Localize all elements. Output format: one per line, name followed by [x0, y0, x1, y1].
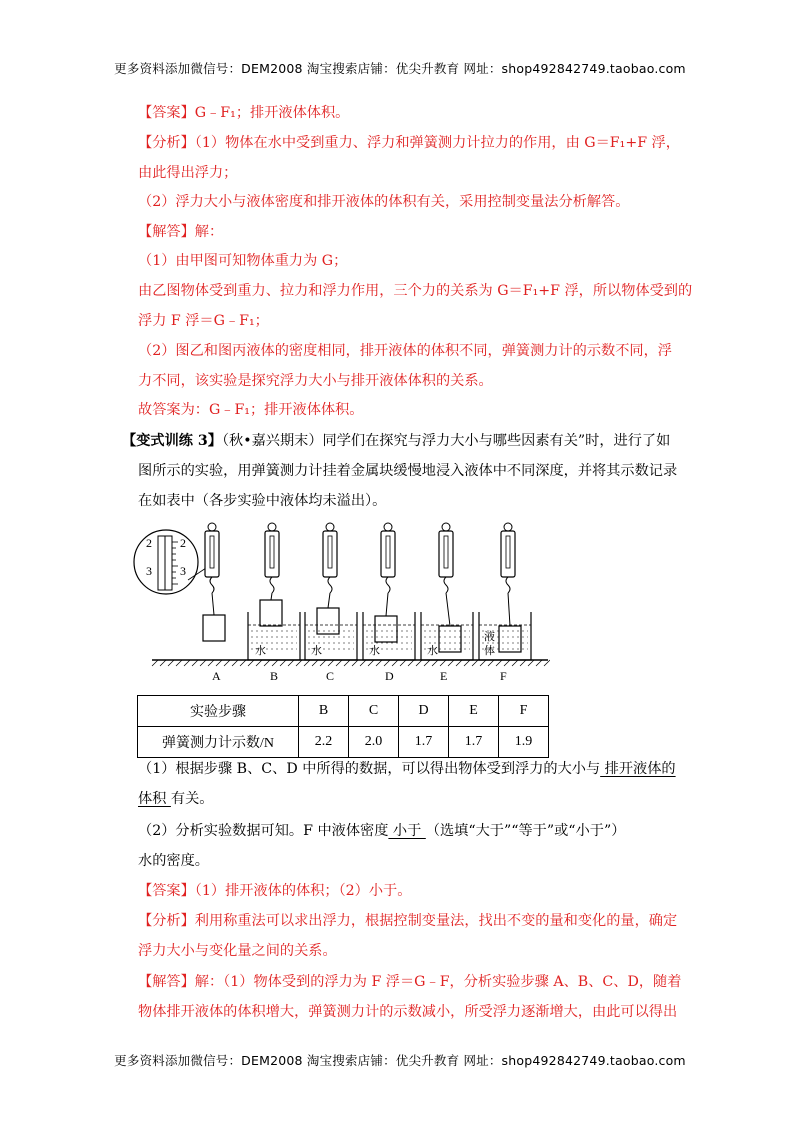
table-header-d: D [399, 696, 449, 727]
water-label-b: 水 [255, 644, 266, 657]
scale-label-3-right: 3 [180, 564, 186, 578]
liquid-label-2: 体 [484, 644, 495, 657]
solution-line-3: 浮力 F 浮＝G﹣F₁； [138, 313, 269, 329]
part-1-text-b: 有关。 [170, 791, 214, 807]
magnifier-circle [134, 530, 198, 594]
question-line-3: 在如表中（各步实验中液体均未溢出）。 [138, 493, 387, 509]
question-line-2: 图所示的实验，用弹簧测力计挂着金属块缓慢地浸入液体中不同深度，并将其示数记录 [138, 463, 678, 479]
answer-tag: 【答案】 [138, 105, 195, 121]
liquid-label-1: 液 [484, 630, 495, 643]
table-row-header [138, 696, 549, 727]
spring-scale-b [260, 523, 282, 626]
part-2-text-a: （2）分析实验数据可知。F 中液体密度 [138, 823, 389, 839]
part-1-line-1 [138, 759, 678, 779]
table-value-e: 1.7 [449, 727, 499, 758]
solution-line-head [138, 222, 678, 242]
solution-line-5: 力不同，该实验是探究浮力大小与排开液体体积的关系。 [138, 373, 493, 389]
solution-tag: 【解答】 [138, 224, 195, 240]
scale-label-2-right: 2 [180, 536, 186, 550]
step-label-c: C [326, 669, 335, 683]
solution-head: 解： [194, 224, 224, 240]
q3-solution-line-1 [138, 972, 682, 992]
q3-answer-line [138, 881, 678, 901]
spring-scale-e [439, 523, 461, 652]
solution-line-6: 故答案为：G﹣F₁；排开液体体积。 [138, 402, 364, 418]
table-value-b: 2.2 [299, 727, 349, 758]
table-row-values [138, 727, 549, 758]
table-header-c: C [349, 696, 399, 727]
step-label-e: E [440, 669, 448, 683]
part-1-text-a: （1）根据步骤 B、C、D 中所得的数据，可以得出物体受到浮力的大小与 [138, 761, 601, 777]
water-label-c: 水 [311, 644, 322, 657]
table-header-label: 实验步骤 [138, 696, 299, 727]
q3-analysis-line-2: 浮力大小与变化量之间的关系。 [138, 943, 337, 959]
part-1-line-2 [138, 789, 678, 809]
spring-scale-c [317, 523, 339, 634]
part-1-blank-a: 排开液体的 [600, 761, 676, 777]
question-text-1: （秋•嘉兴期末）同学们在探究与浮力大小与哪些因素有关”时，进行了如 [221, 433, 671, 449]
solution-line-2: 由乙图物体受到重力、拉力和浮力作用，三个力的关系为 G＝F₁+F 浮，所以物体受到的 [138, 283, 693, 299]
metal-block-a [203, 615, 225, 641]
solution-line-1: （1）由甲图可知物体重力为 G； [138, 253, 348, 269]
scale-label-3-left: 3 [146, 564, 152, 578]
analysis-line-2: 由此得出浮力； [138, 165, 238, 181]
table-value-d: 1.7 [399, 727, 449, 758]
metal-block-b [260, 600, 282, 626]
solution-line-4: （2）图乙和图丙液体的密度相同，排开液体的体积不同，弹簧测力计的示数不同，浮 [138, 343, 672, 359]
table-row-label: 弹簧测力计示数/N [138, 727, 299, 758]
q3-answer-text: （1）排开液体的体积；（2）小于。 [194, 883, 412, 899]
spring-scale-d [375, 523, 397, 642]
metal-block-f [499, 626, 521, 652]
table-value-f: 1.9 [499, 727, 549, 758]
part-2-line-1 [138, 821, 678, 841]
part-2-line-2: 水的密度。 [138, 853, 209, 869]
question-line-1 [122, 431, 671, 451]
table-header-f: F [499, 696, 549, 727]
q3-analysis-text-1: 利用称重法可以求出浮力，根据控制变量法，找出不变的量和变化的量，确定 [194, 913, 678, 929]
part-2-blank: 小于 [388, 823, 426, 839]
question-tag: 【变式训练 3】 [122, 433, 222, 449]
analysis-line-1 [138, 133, 678, 153]
analysis-line-3: （2）浮力大小与液体密度和排开液体的体积有关，采用控制变量法分析解答。 [138, 194, 630, 210]
page-footer: 更多资料添加微信号：DEM2008 淘宝搜索店铺：优尖升教育 网址：shop492842749.taobao.com [114, 1053, 686, 1068]
water-label-e: 水 [427, 644, 438, 657]
experiment-figure [130, 520, 550, 688]
q3-analysis-tag: 【分析】 [138, 913, 195, 929]
metal-block-c [317, 608, 339, 634]
water-label-d: 水 [369, 644, 380, 657]
q3-solution-line-2: 物体排开液体的体积增大，弹簧测力计的示数减小，所受浮力逐渐增大，由此可以得出 [138, 1004, 678, 1020]
metal-block-e [439, 626, 461, 652]
q3-solution-tag: 【解答】 [138, 974, 195, 990]
scale-label-2-left: 2 [146, 536, 152, 550]
spring-scale-a [203, 523, 225, 641]
table-value-c: 2.0 [349, 727, 399, 758]
step-label-f: F [500, 669, 507, 683]
q3-solution-text-1: 解：（1）物体受到的浮力为 F 浮＝G﹣F，分析实验步骤 A、B、C、D，随着 [194, 974, 682, 990]
q3-analysis-line-1 [138, 911, 678, 931]
answer-line [138, 103, 678, 123]
data-table [137, 695, 549, 758]
step-label-b: B [270, 669, 279, 683]
table-header-b: B [299, 696, 349, 727]
table-header-e: E [449, 696, 499, 727]
step-label-a: A [212, 669, 221, 683]
answer-text: G﹣F₁；排开液体体积。 [194, 105, 350, 121]
analysis-tag: 【分析】 [138, 135, 195, 151]
step-label-d: D [385, 669, 394, 683]
q3-answer-tag: 【答案】 [138, 883, 195, 899]
part-1-blank-b: 体积 [138, 791, 171, 807]
metal-block-d [375, 616, 397, 642]
part-2-text-b: （选填“大于”“等于”或“小于”） [425, 823, 626, 839]
spring-scale-f [499, 523, 521, 652]
page-header: 更多资料添加微信号：DEM2008 淘宝搜索店铺：优尖升教育 网址：shop492842749.taobao.com [114, 61, 686, 76]
analysis-text-1: （1）物体在水中受到重力、浮力和弹簧测力计拉力的作用，由 G＝F₁+F 浮， [194, 135, 680, 151]
